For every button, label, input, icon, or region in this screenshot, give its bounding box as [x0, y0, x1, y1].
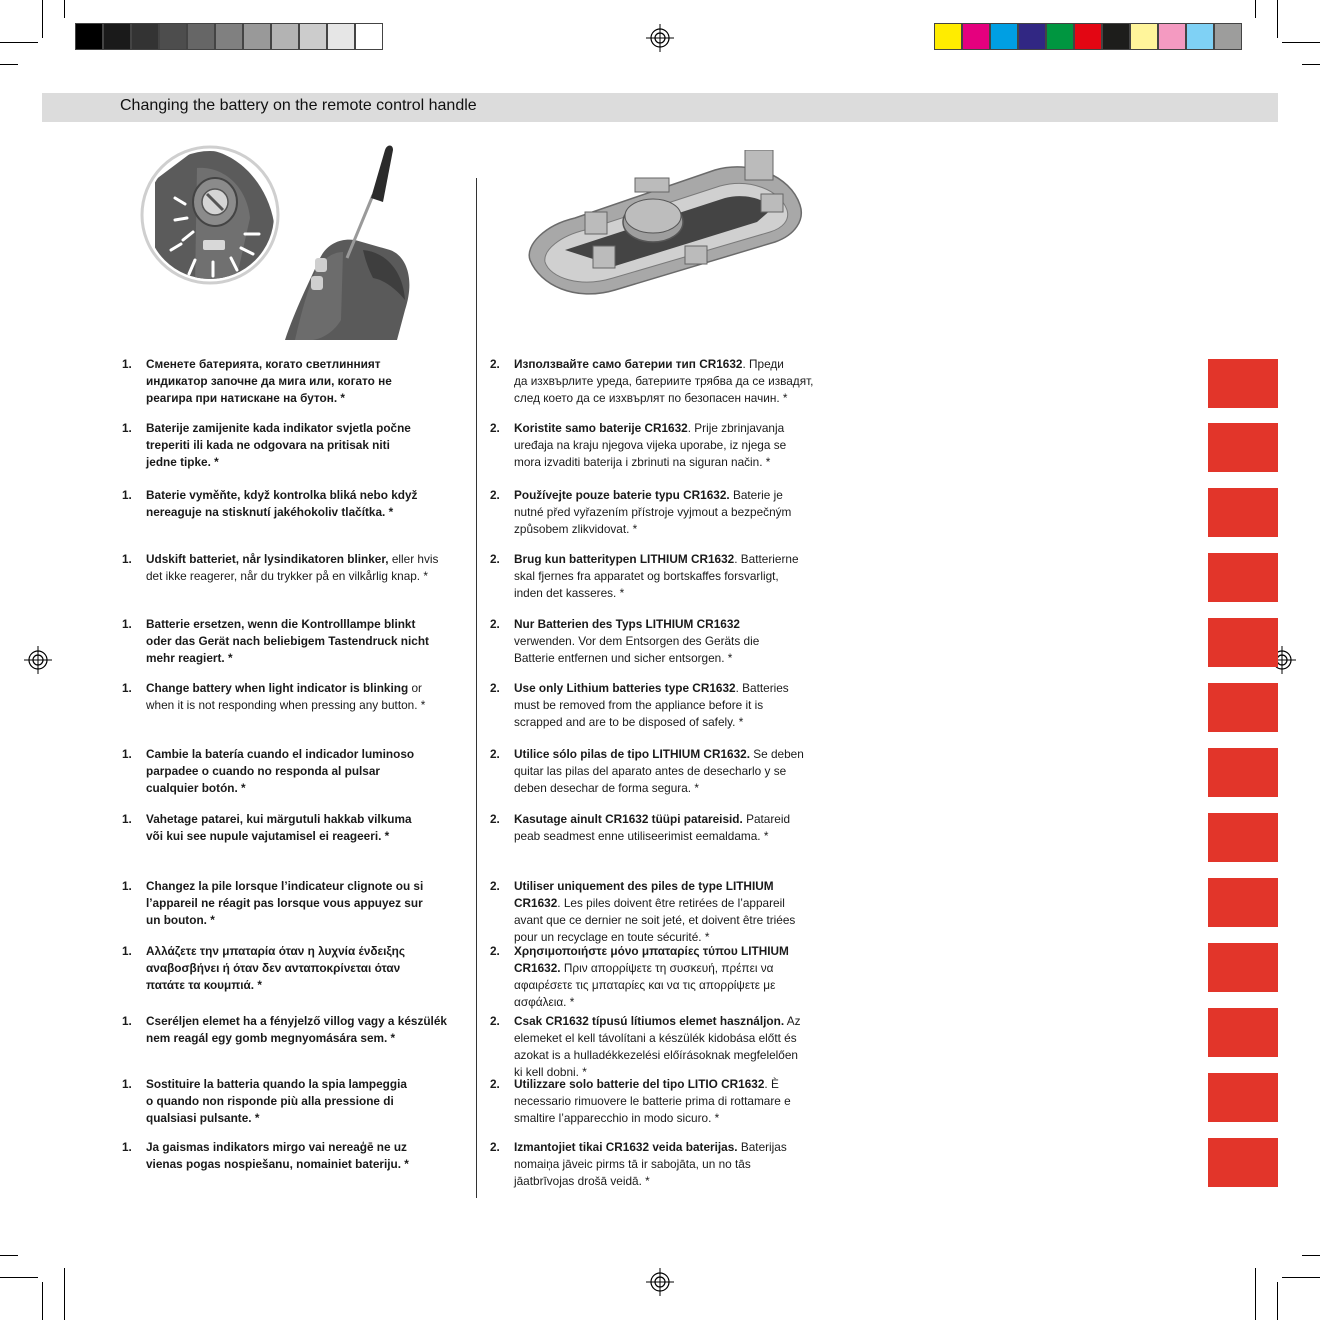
- instruction-text: [514, 616, 759, 667]
- grey-swatch: [131, 23, 159, 50]
- crop-mark: [1302, 64, 1320, 65]
- remote-handle-screwdriver-illustration: [135, 140, 420, 340]
- bold-text: un bouton. *: [146, 913, 215, 927]
- bold-text: Batterie ersetzen, wenn die Kontrolllampe blinkt: [146, 617, 416, 631]
- regular-text: . Prije zbrinjavanja: [687, 421, 785, 435]
- color-swatch: [1158, 23, 1186, 50]
- grey-swatch: [299, 23, 327, 50]
- instruction-text: [514, 1139, 787, 1190]
- bold-text: Brug kun batteritypen LITHIUM CR1632: [514, 552, 735, 566]
- text-line: [146, 650, 429, 667]
- text-line: [514, 1013, 801, 1030]
- text-line: [514, 437, 786, 454]
- text-line: [514, 1076, 791, 1093]
- bold-text: αναβοσβήνει ή όταν δεν ανταποκρίνεται όταν: [146, 961, 401, 975]
- bold-text: Сменете батерията, когато светлинният: [146, 357, 381, 371]
- instruction-text: [514, 811, 790, 845]
- bold-text: Vahetage patarei, kui märgutuli hakkab vilkuma: [146, 812, 412, 826]
- regular-text: necessario rimuovere le batterie prima di rottamare e: [514, 1094, 791, 1108]
- text-line: [146, 420, 411, 437]
- crop-mark: [42, 1282, 43, 1320]
- step-number: 2.: [490, 1140, 500, 1154]
- text-line: [514, 1093, 791, 1110]
- bold-text: CR1632.: [514, 961, 561, 975]
- text-line: [146, 487, 417, 504]
- grey-swatch: [159, 23, 187, 50]
- text-line: [514, 697, 789, 714]
- language-tab[interactable]: [1208, 618, 1278, 667]
- step-number: 1.: [122, 357, 132, 371]
- regular-text: Baterijas: [737, 1140, 787, 1154]
- regular-text: avant que ce dernier ne soit jeté, et doivent être triées: [514, 913, 796, 927]
- text-line: [514, 1030, 801, 1047]
- bold-text: Používejte pouze baterie typu CR1632.: [514, 488, 730, 502]
- regular-text: Baterie je: [729, 488, 783, 502]
- bold-text: Utilizzare solo batterie del tipo LITIO CR1632: [514, 1077, 765, 1091]
- crop-mark: [1282, 42, 1320, 43]
- step-number: 1.: [122, 617, 132, 631]
- step-number: 2.: [490, 681, 500, 695]
- crop-mark: [64, 1268, 65, 1320]
- language-tab[interactable]: [1208, 553, 1278, 602]
- regular-text: ασφάλεια. *: [514, 995, 575, 1009]
- text-line: [146, 356, 392, 373]
- bold-text: Utilice sólo pilas de tipo LITHIUM CR1632.: [514, 747, 750, 761]
- grey-swatch: [187, 23, 215, 50]
- crop-mark: [1255, 0, 1256, 18]
- language-tab[interactable]: [1208, 683, 1278, 732]
- text-line: [514, 714, 789, 731]
- text-line: [514, 746, 804, 763]
- bold-text: Nur Batterien des Typs LITHIUM CR1632: [514, 617, 740, 631]
- instruction-text: [514, 487, 791, 538]
- regular-text: deben desechar de forma segura. *: [514, 781, 699, 795]
- text-line: [514, 680, 789, 697]
- grey-swatch: [243, 23, 271, 50]
- instruction-text: [514, 1076, 791, 1127]
- bold-text: jedne tipke. *: [146, 455, 219, 469]
- regular-text: peab seadmest enne utiliseerimist eemaldama. *: [514, 829, 769, 843]
- language-tab[interactable]: [1208, 1138, 1278, 1187]
- bold-text: индикатор започне да мига или, когато не: [146, 374, 392, 388]
- bold-text: πατάτε τα κουμπιά. *: [146, 978, 262, 992]
- regular-text: quitar las pilas del aparato antes de desecharlo y se: [514, 764, 787, 778]
- step-number: 1.: [122, 879, 132, 893]
- text-line: [514, 811, 790, 828]
- bold-text: Baterije zamijenite kada indikator svjetla počne: [146, 421, 411, 435]
- bold-text: parpadee o cuando no responda al pulsar: [146, 764, 381, 778]
- crop-mark: [0, 1255, 18, 1256]
- text-line: [146, 373, 392, 390]
- regular-text: azokat is a hulladékkezelési előírásoknak megfelelően: [514, 1048, 798, 1062]
- bold-text: Change battery when light indicator is blinking: [146, 681, 409, 695]
- instruction-text: [146, 1013, 447, 1047]
- regular-text: způsobem zlikvidovat. *: [514, 522, 638, 536]
- bold-text: Izmantojiet tikai CR1632 veida baterijas.: [514, 1140, 738, 1154]
- instruction-text: [146, 1139, 409, 1173]
- text-line: [146, 1110, 407, 1127]
- language-tab[interactable]: [1208, 1008, 1278, 1057]
- step-number: 1.: [122, 681, 132, 695]
- bold-text: qualsiasi pulsante. *: [146, 1111, 260, 1125]
- battery-compartment-illustration: [525, 150, 805, 302]
- regular-text: Az: [784, 1014, 801, 1028]
- step-number: 2.: [490, 747, 500, 761]
- registration-target-icon: [24, 646, 52, 674]
- step-number: 2.: [490, 552, 500, 566]
- language-tab[interactable]: [1208, 813, 1278, 862]
- text-line: [146, 811, 412, 828]
- text-line: [514, 994, 789, 1011]
- text-line: [146, 697, 425, 714]
- instruction-text: [146, 551, 438, 585]
- text-line: [514, 1110, 791, 1127]
- instruction-text: [514, 746, 804, 797]
- instruction-text: [514, 943, 789, 1011]
- regular-text: mora izvaditi baterija i zbrinuti na siguran način. *: [514, 455, 771, 469]
- text-line: [514, 878, 795, 895]
- color-swatch: [1214, 23, 1242, 50]
- bold-text: Използвайте само батерии тип CR1632: [514, 357, 743, 371]
- grey-swatch: [355, 23, 383, 50]
- text-line: [146, 551, 438, 568]
- bold-text: Χρησιμοποιήστε μόνο μπαταρίες τύπου LITHIUM: [514, 944, 789, 958]
- text-line: [146, 454, 411, 471]
- bold-text: vienas pogas nospiešanu, nomainiet bateriju. *: [146, 1157, 409, 1171]
- text-line: [514, 763, 804, 780]
- instruction-text: [146, 878, 423, 929]
- text-line: [514, 585, 799, 602]
- grey-swatch: [327, 23, 355, 50]
- crop-mark: [1277, 0, 1278, 38]
- crop-mark: [0, 1277, 38, 1278]
- step-number: 2.: [490, 812, 500, 826]
- text-line: [146, 977, 405, 994]
- regular-text: det ikke reagerer, når du trykker på en vilkårlig knap. *: [146, 569, 428, 583]
- instruction-text: [146, 1076, 407, 1127]
- text-line: [146, 895, 423, 912]
- instruction-text: [514, 420, 786, 471]
- color-swatch: [934, 23, 962, 50]
- text-line: [514, 828, 790, 845]
- crop-mark: [1282, 1277, 1320, 1278]
- text-line: [146, 437, 411, 454]
- text-line: [514, 521, 791, 538]
- regular-text: да изхвърлите уреда, батериите трябва да се извадят,: [514, 374, 814, 388]
- bold-text: cualquier botón. *: [146, 781, 246, 795]
- text-line: [514, 373, 813, 390]
- text-line: [514, 1173, 787, 1190]
- color-swatch: [990, 23, 1018, 50]
- step-number: 2.: [490, 357, 500, 371]
- grey-swatch: [103, 23, 131, 50]
- regular-text: . Batterierne: [734, 552, 799, 566]
- instruction-text: [146, 616, 429, 667]
- text-line: [146, 1013, 447, 1030]
- regular-text: inden det kasseres. *: [514, 586, 625, 600]
- text-line: [514, 420, 786, 437]
- regular-text: Batterie entfernen und sicher entsorgen. *: [514, 651, 733, 665]
- color-swatch: [1018, 23, 1046, 50]
- text-line: [514, 356, 813, 373]
- instruction-text: [146, 420, 411, 471]
- bold-text: o quando non risponde più alla pressione di: [146, 1094, 394, 1108]
- regular-text: verwenden. Vor dem Entsorgen des Geräts die: [514, 634, 760, 648]
- regular-text: . È: [764, 1077, 779, 1091]
- regular-text: or: [408, 681, 422, 695]
- step-number: 2.: [490, 1014, 500, 1028]
- registration-target-icon: [646, 24, 674, 52]
- crop-mark: [1302, 1255, 1320, 1256]
- bold-text: Αλλάζετε την μπαταρία όταν η λυχνία ένδειξης: [146, 944, 406, 958]
- step-number: 1.: [122, 552, 132, 566]
- bold-text: Ja gaismas indikators mirgo vai nereaģē ne uz: [146, 1140, 407, 1154]
- instruction-text: [514, 551, 799, 602]
- regular-text: jāatbrīvojas drošā veidā. *: [514, 1174, 650, 1188]
- text-line: [146, 943, 405, 960]
- instruction-text: [146, 680, 425, 714]
- step-number: 2.: [490, 421, 500, 435]
- regular-text: . Batteries: [735, 681, 789, 695]
- color-swatch: [1130, 23, 1158, 50]
- step-number: 1.: [122, 1014, 132, 1028]
- bold-text: Kasutage ainult CR1632 tüüpi patareisid.: [514, 812, 743, 826]
- text-line: [514, 912, 795, 929]
- grey-swatch: [75, 23, 103, 50]
- text-line: [146, 1093, 407, 1110]
- instruction-text: [514, 1013, 801, 1081]
- bold-text: Changez la pile lorsque l’indicateur clignote ou si: [146, 879, 424, 893]
- text-line: [514, 1047, 801, 1064]
- bold-text: treperiti ili kada ne odgovara na pritisak niti: [146, 438, 390, 452]
- text-line: [146, 504, 417, 521]
- bold-text: реагира при натискане на бутон. *: [146, 391, 346, 405]
- text-line: [514, 1139, 787, 1156]
- bold-text: l’appareil ne réagit pas lorsque vous appuyez sur: [146, 896, 423, 910]
- text-line: [146, 763, 414, 780]
- bold-text: Udskift batteriet, når lysindikatoren blinker,: [146, 552, 389, 566]
- regular-text: when it is not responding when pressing any button. *: [146, 698, 426, 712]
- text-line: [146, 616, 429, 633]
- language-tab[interactable]: [1208, 488, 1278, 537]
- instruction-text: [146, 746, 414, 797]
- step-number: 1.: [122, 812, 132, 826]
- step-number: 2.: [490, 879, 500, 893]
- step-number: 1.: [122, 421, 132, 435]
- instruction-text: [146, 811, 412, 845]
- language-tab[interactable]: [1208, 359, 1278, 408]
- step-number: 2.: [490, 1077, 500, 1091]
- text-line: [146, 780, 414, 797]
- text-line: [514, 977, 789, 994]
- bold-text: nereaguje na stisknutí jakéhokoliv tlačítka. *: [146, 505, 394, 519]
- instruction-text: [146, 356, 392, 407]
- regular-text: must be removed from the appliance before it is: [514, 698, 764, 712]
- regular-text: αφαιρέσετε τις μπαταρίες και να τις απορρίψετε με: [514, 978, 776, 992]
- instruction-text: [514, 680, 789, 731]
- text-line: [146, 390, 392, 407]
- text-line: [146, 828, 412, 845]
- regular-text: pour un recyclage en toute sécurité. *: [514, 930, 710, 944]
- step-number: 1.: [122, 1140, 132, 1154]
- regular-text: след което да се изхвърлят по безопасен начин. *: [514, 391, 788, 405]
- text-line: [146, 960, 405, 977]
- text-line: [146, 1076, 407, 1093]
- text-line: [514, 1156, 787, 1173]
- text-line: [146, 1156, 409, 1173]
- regular-text: scrapped and are to be disposed of safely. *: [514, 715, 744, 729]
- bold-text: nem reagál egy gomb megnyomására sem. *: [146, 1031, 396, 1045]
- step-number: 2.: [490, 944, 500, 958]
- text-line: [514, 650, 759, 667]
- crop-mark: [64, 0, 65, 18]
- step-number: 1.: [122, 944, 132, 958]
- regular-text: elemeket el kell távolítani a készülék kidobása előtt és: [514, 1031, 797, 1045]
- crop-mark: [0, 42, 38, 43]
- regular-text: Πριν απορρίψετε τη συσκευή, πρέπει να: [560, 961, 774, 975]
- bold-text: Koristite samo baterije CR1632: [514, 421, 688, 435]
- color-swatch: [1102, 23, 1130, 50]
- text-line: [146, 568, 438, 585]
- regular-text: Se deben: [749, 747, 804, 761]
- color-swatch: [1046, 23, 1074, 50]
- color-swatch: [962, 23, 990, 50]
- text-line: [514, 390, 813, 407]
- regular-text: . Преди: [742, 357, 784, 371]
- grey-swatch: [215, 23, 243, 50]
- text-line: [146, 912, 423, 929]
- text-line: [514, 568, 799, 585]
- regular-text: skal fjernes fra apparatet og bortskaffes forsvarligt,: [514, 569, 779, 583]
- regular-text: smaltire l’apparecchio in modo sicuro. *: [514, 1111, 720, 1125]
- bold-text: Use only Lithium batteries type CR1632: [514, 681, 736, 695]
- registration-target-icon: [646, 1268, 674, 1296]
- language-tab[interactable]: [1208, 748, 1278, 797]
- instruction-text: [146, 487, 417, 521]
- text-line: [146, 878, 423, 895]
- bold-text: Csak CR1632 típusú lítiumos elemet használjon.: [514, 1014, 785, 1028]
- bold-text: Cambie la batería cuando el indicador luminoso: [146, 747, 415, 761]
- crop-mark: [1277, 1282, 1278, 1320]
- instruction-text: [146, 943, 405, 994]
- regular-text: nomaiņa jāveic pirms tā ir sabojāta, un no tās: [514, 1157, 751, 1171]
- language-tab[interactable]: [1208, 878, 1278, 927]
- text-line: [146, 1030, 447, 1047]
- bold-text: CR1632: [514, 896, 558, 910]
- bold-text: Utiliser uniquement des piles de type LITHIUM: [514, 879, 774, 893]
- text-line: [514, 487, 791, 504]
- crop-mark: [0, 64, 18, 65]
- regular-text: ki kell dobni. *: [514, 1065, 587, 1079]
- bold-text: mehr reagiert. *: [146, 651, 233, 665]
- regular-text: . Les piles doivent être retirées de l’appareil: [557, 896, 785, 910]
- text-line: [146, 746, 414, 763]
- crop-mark: [1255, 1268, 1256, 1320]
- color-swatch: [1074, 23, 1102, 50]
- text-line: [514, 960, 789, 977]
- text-line: [514, 551, 799, 568]
- bold-text: Cseréljen elemet ha a fényjelző villog vagy a készülék: [146, 1014, 447, 1028]
- section-header: [42, 93, 1278, 122]
- text-line: [146, 633, 429, 650]
- regular-text: nutné před vyřazením přístroje vyjmout a bezpečným: [514, 505, 792, 519]
- language-tab[interactable]: [1208, 943, 1278, 992]
- step-number: 2.: [490, 617, 500, 631]
- text-line: [146, 1139, 409, 1156]
- text-line: [514, 504, 791, 521]
- color-swatch: [1186, 23, 1214, 50]
- text-line: [514, 616, 759, 633]
- step-number: 1.: [122, 747, 132, 761]
- grey-swatch: [271, 23, 299, 50]
- regular-text: Patareid: [742, 812, 791, 826]
- text-line: [514, 943, 789, 960]
- text-line: [514, 780, 804, 797]
- text-line: [514, 895, 795, 912]
- instruction-text: [514, 878, 795, 946]
- bold-text: Baterie vyměňte, když kontrolka bliká nebo když: [146, 488, 418, 502]
- bold-text: või kui see nupule vajutamisel ei reageeri. *: [146, 829, 390, 843]
- text-line: [146, 680, 425, 697]
- regular-text: uređaja na kraju njegova vijeka uporabe, iz njega se: [514, 438, 787, 452]
- step-number: 1.: [122, 1077, 132, 1091]
- page-title: Changing the battery on the remote control handle: [120, 97, 477, 114]
- column-divider: [476, 178, 477, 1198]
- instruction-text: [514, 356, 813, 407]
- crop-mark: [42, 0, 43, 38]
- language-tab[interactable]: [1208, 423, 1278, 472]
- step-number: 1.: [122, 488, 132, 502]
- bold-text: oder das Gerät nach beliebigem Tastendruck nicht: [146, 634, 429, 648]
- text-line: [514, 454, 786, 471]
- regular-text: eller hvis: [388, 552, 439, 566]
- text-line: [514, 633, 759, 650]
- language-tab[interactable]: [1208, 1073, 1278, 1122]
- bold-text: Sostituire la batteria quando la spia lampeggia: [146, 1077, 407, 1091]
- step-number: 2.: [490, 488, 500, 502]
